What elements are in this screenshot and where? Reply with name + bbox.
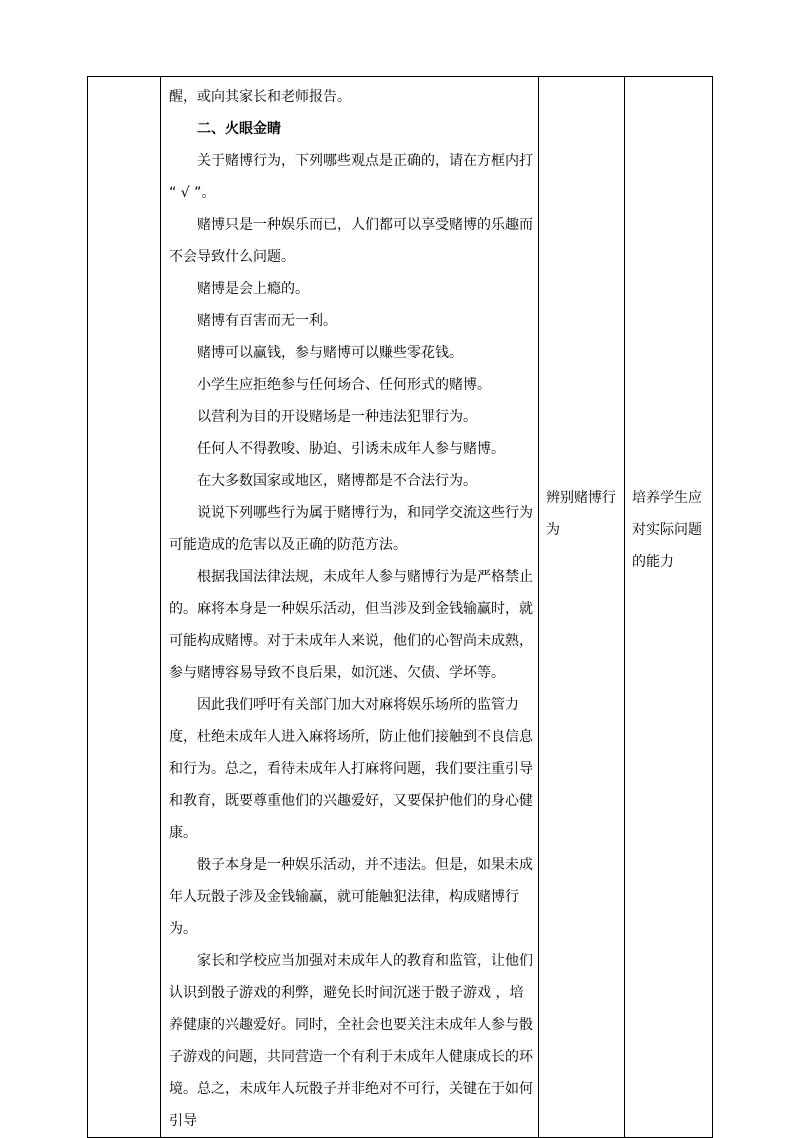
option-item: 赌博是会上瘾的。 [197, 281, 309, 297]
option-item: 赌博可以赢钱，参与赌博可以赚些零花钱。 [197, 345, 463, 361]
lesson-table [87, 76, 713, 1138]
paragraph: 说说下列哪些行为属于赌博行为，和同学交流这些行为可能造成的危害以及正确的防范方法。 [169, 505, 533, 553]
paragraph: “ √ ”。 [169, 185, 216, 201]
goal-cell [625, 77, 713, 1138]
paragraph: 骰子本身是一种娱乐活动，并不违法。但是，如果未成年人玩骰子涉及金钱输赢，就可能触犯法律，构成赌博行为。 [169, 857, 533, 937]
content-cell [161, 77, 539, 1138]
table-row [88, 77, 713, 1138]
paragraph: 家长和学校应当加强对未成年人的教育和监管，让他们认识到骰子游戏的利弊，避免长时间沉迷于骰子游戏 ，培养健康的兴趣爱好。同时，全社会也要关注未成年人参与骰子游戏的问题，共同营造一个有利于未成年人健康成长的环境。总之，未成年人玩骰子并非绝对不可行，关键在于如何引导 [169, 953, 533, 1129]
option-item: 任何人不得教唆、胁迫、引诱未成年人参与赌博。 [197, 441, 505, 457]
option-item: 以营利为目的开设赌场是一种违法犯罪行为。 [197, 409, 477, 425]
option-item: 在大多数国家或地区，赌博都是不合法行为。 [197, 473, 477, 489]
activity-cell [539, 77, 625, 1138]
goal-text: 培养学生应对实际问题的能力 [632, 490, 702, 570]
option-item: 小学生应拒绝参与任何场合、任何形式的赌博。 [197, 377, 491, 393]
paragraph: 关于赌博行为，下列哪些观点是正确的，请在方框内打 [197, 153, 533, 169]
paragraph: 醒，或向其家长和老师报告。 [169, 89, 351, 105]
option-item: 赌博只是一种娱乐而已，人们都可以享受赌博的乐趣而不会导致什么问题。 [169, 217, 533, 265]
stage-cell [88, 77, 161, 1138]
paragraph: 因此我们呼吁有关部门加大对麻将娱乐场所的监管力度，杜绝未成年人进入麻将场所，防止他们接触到不良信息和行为。总之，看待未成年人打麻将问题，我们要注重引导和教育，既要尊重他们的兴趣爱好，又要保护他们的身心健康。 [169, 697, 533, 841]
section-heading: 二、火眼金睛 [197, 121, 281, 137]
option-item: 赌博有百害而无一利。 [197, 313, 337, 329]
teaching-content [161, 77, 538, 1137]
activity-text: 辨别赌博行为 [546, 490, 616, 538]
paragraph: 根据我国法律法规，未成年人参与赌博行为是严格禁止的。麻将本身是一种娱乐活动，但当涉及到金钱输赢时，就可能构成赌博。对于未成年人来说，他们的心智尚未成熟，参与赌博容易导致不良后果，如沉迷、欠债、学坏等。 [169, 569, 533, 681]
